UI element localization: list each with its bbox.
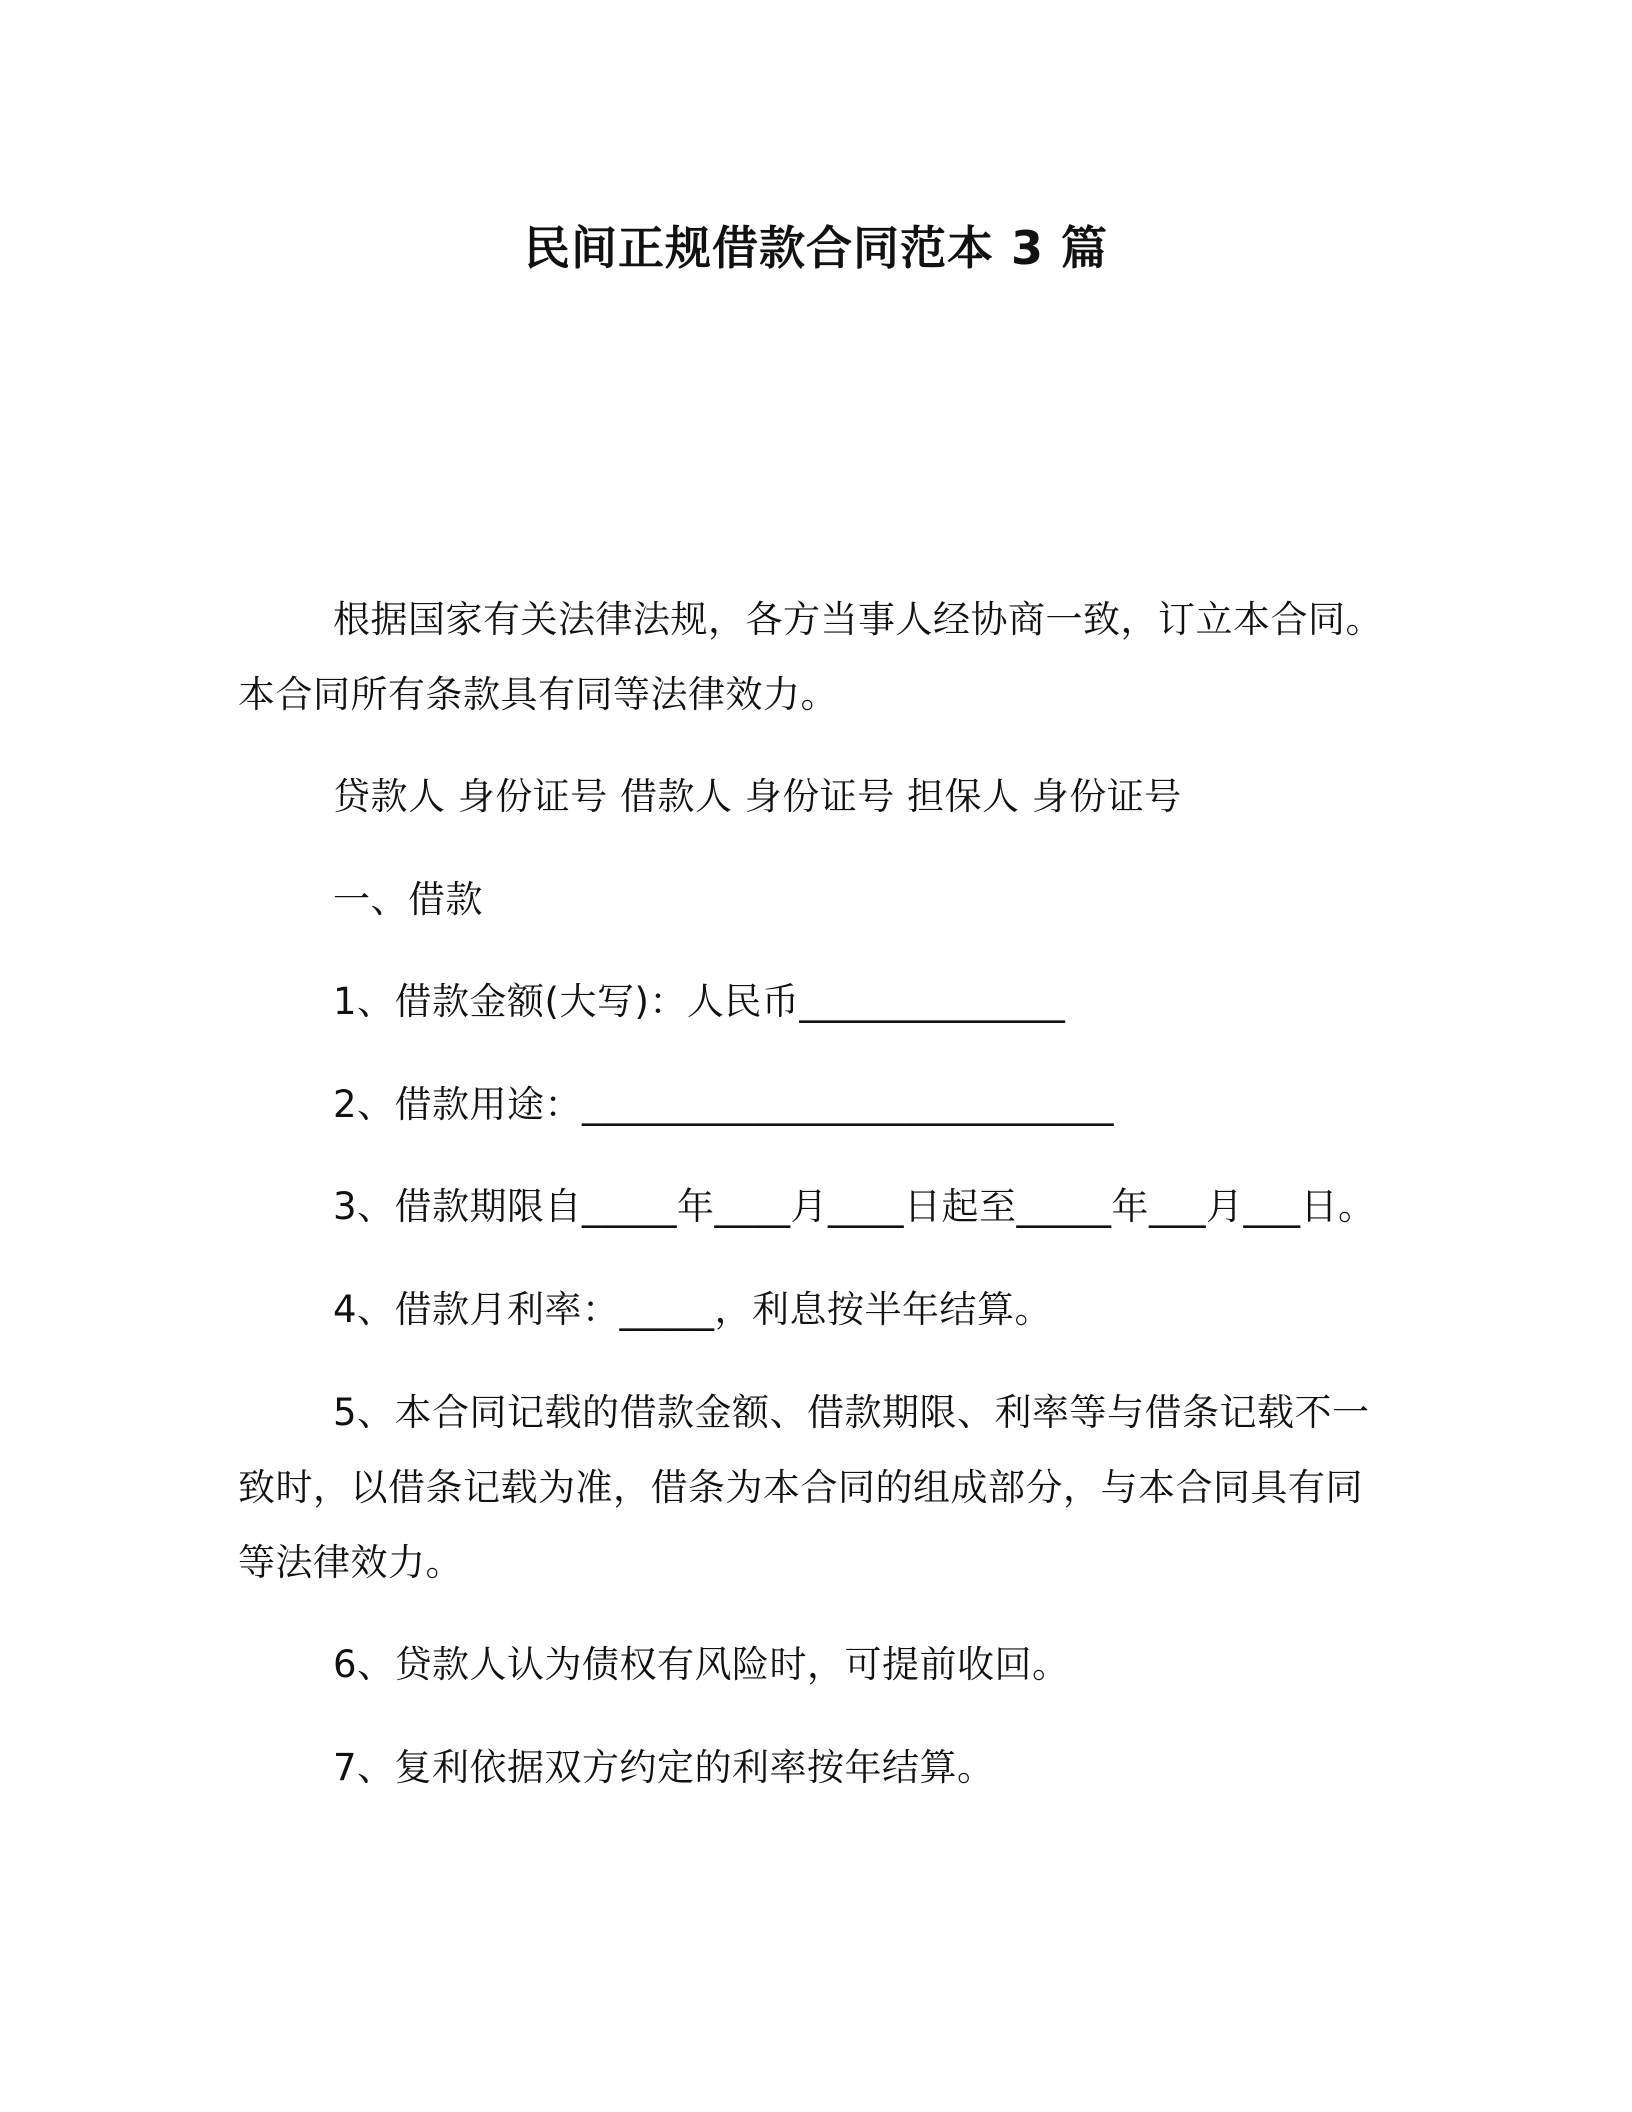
clause-loan-term: 3、借款期限自_____年____月____日起至_____年___月___日。 bbox=[333, 1185, 1376, 1228]
intro-line-1: 根据国家有关法律法规，各方当事人经协商一致，订立本合同。 bbox=[333, 598, 1383, 641]
clause-5-line-2: 致时，以借条记载为准，借条为本合同的组成部分，与本合同具有同 bbox=[238, 1466, 1363, 1509]
clause-loan-purpose: 2、借款用途：____________________________ bbox=[333, 1083, 1115, 1126]
intro-line-2: 本合同所有条款具有同等法律效力。 bbox=[238, 673, 838, 716]
clause-loan-amount: 1、借款金额(大写)：人民币______________ bbox=[333, 980, 1066, 1023]
clause-compound-interest: 7、复利依据双方约定的利率按年结算。 bbox=[333, 1746, 995, 1789]
parties-line: 贷款人 身份证号 借款人 身份证号 担保人 身份证号 bbox=[333, 775, 1182, 818]
page-title: 民间正规借款合同范本 3 篇 bbox=[523, 221, 1109, 275]
clause-early-recall: 6、贷款人认为债权有风险时，可提前收回。 bbox=[333, 1643, 1070, 1686]
clause-5-line-1: 5、本合同记载的借款金额、借款期限、利率等与借条记载不一 bbox=[333, 1391, 1370, 1434]
clause-monthly-rate: 4、借款月利率：_____，利息按半年结算。 bbox=[333, 1288, 1053, 1331]
clause-5-line-3: 等法律效力。 bbox=[238, 1541, 463, 1584]
section-heading-loan: 一、借款 bbox=[333, 878, 483, 921]
